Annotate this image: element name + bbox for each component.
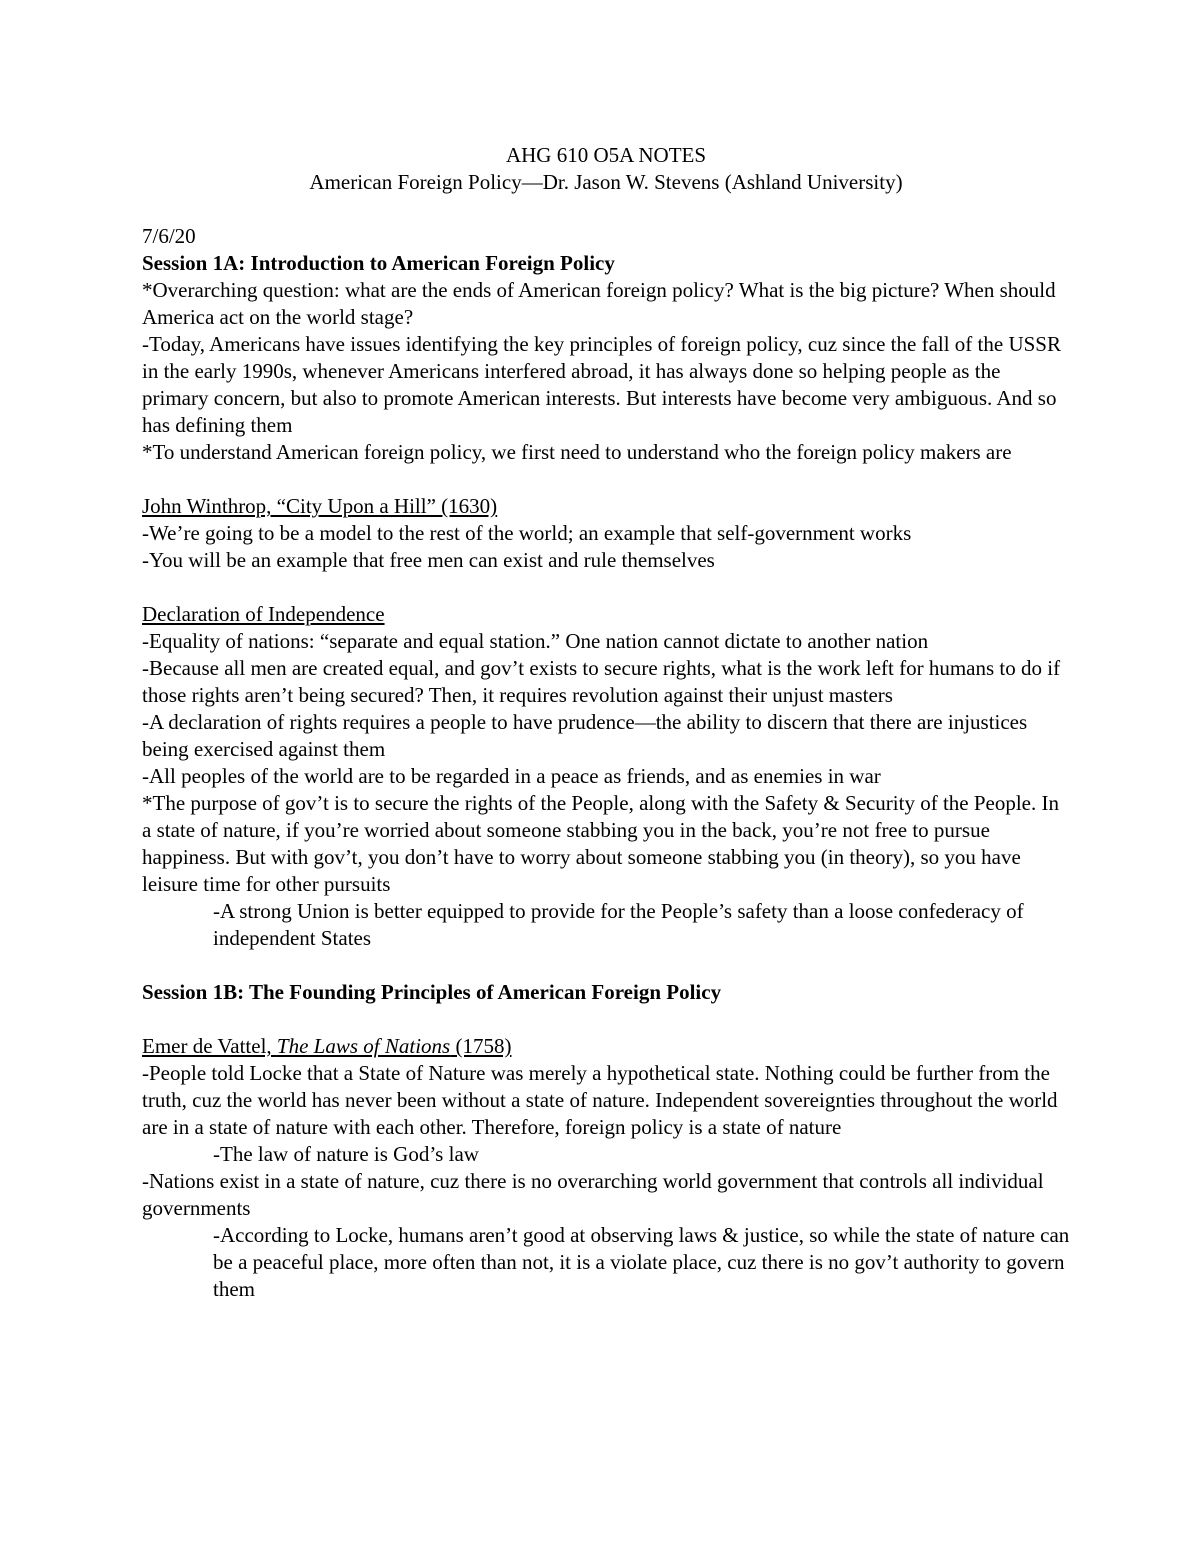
vattel-paragraph-1: -People told Locke that a State of Nature was merely a hypothetical state. Nothing could be further from the truth, cuz the world has never been without a state of nature. Independent sovereignties throughout the world are in a state of nature with each other. Therefore, foreign policy is a state of nature [142,1061,1058,1139]
declaration-paragraph-3: -A declaration of rights requires a people to have prudence—the ability to discern that there are injustices being exercised against them [142,710,1028,761]
vattel-heading-title: The Laws of Nations [276,1034,451,1058]
document-subtitle: American Foreign Policy—Dr. Jason W. Stevens (Ashland University) [309,170,903,194]
declaration-paragraph-2: -Because all men are created equal, and gov’t exists to secure rights, what is the work left for humans to do if those rights aren’t being secured? Then, it requires revolution against their unjust masters [142,656,1061,707]
declaration-paragraph-5: *The purpose of gov’t is to secure the rights of the People, along with the Safety & Security of the People. In a state of nature, if you’re worried about someone stabbing you in the back, you’re not free to pursue happiness. But with gov’t, you don’t have to worry about someone stabbing you (in theory), so you have leisure time for other pursuits [142,791,1059,896]
declaration-paragraph-1: -Equality of nations: “separate and equal station.” One nation cannot dictate to another nation [142,629,929,653]
vattel-paragraph-2: -The law of nature is God’s law [213,1142,479,1166]
vattel-heading-year: (1758) [450,1034,512,1058]
session-1a-paragraph-3: *To understand American foreign policy, we first need to understand who the foreign policy makers are [142,440,1012,464]
session-1a-paragraph-1: *Overarching question: what are the ends of American foreign policy? What is the big picture? When should America act on the world stage? [142,278,1056,329]
winthrop-paragraph-2: -You will be an example that free men can exist and rule themselves [142,548,715,572]
session-1b-heading: Session 1B: The Founding Principles of American Foreign Policy [142,980,722,1004]
session-1a-paragraph-2: -Today, Americans have issues identifying the key principles of foreign policy, cuz since the fall of the USSR in the early 1990s, whenever Americans interfered abroad, it has always done so helping people as the primary concern, but also to promote American interests. But interests have become very ambiguous. And so has defining them [142,332,1061,437]
spacer [142,466,1070,493]
spacer [142,1006,1070,1033]
winthrop-heading: John Winthrop, “City Upon a Hill” (1630) [142,494,498,518]
vattel-heading-author: Emer de Vattel, [142,1034,277,1058]
declaration-heading: Declaration of Independence [142,602,385,626]
date: 7/6/20 [142,224,196,248]
spacer [142,574,1070,601]
document-title: AHG 610 O5A NOTES [505,143,707,167]
vattel-paragraph-4: -According to Locke, humans aren’t good at observing laws & justice, so while the state of nature can be a peaceful place, more often than not, it is a violate place, cuz there is no gov’t authority to govern them [213,1223,1070,1301]
spacer [142,952,1070,979]
declaration-paragraph-6: -A strong Union is better equipped to provide for the People’s safety than a loose confederacy of independent States [213,899,1024,950]
vattel-heading [142,1033,1070,1060]
winthrop-paragraph-1: -We’re going to be a model to the rest of the world; an example that self-government works [142,521,912,545]
vattel-paragraph-3: -Nations exist in a state of nature, cuz there is no overarching world government that controls all individual governments [142,1169,1044,1220]
spacer [142,196,1070,223]
session-1a-heading: Session 1A: Introduction to American Foreign Policy [142,251,615,275]
declaration-paragraph-4: -All peoples of the world are to be regarded in a peace as friends, and as enemies in war [142,764,881,788]
